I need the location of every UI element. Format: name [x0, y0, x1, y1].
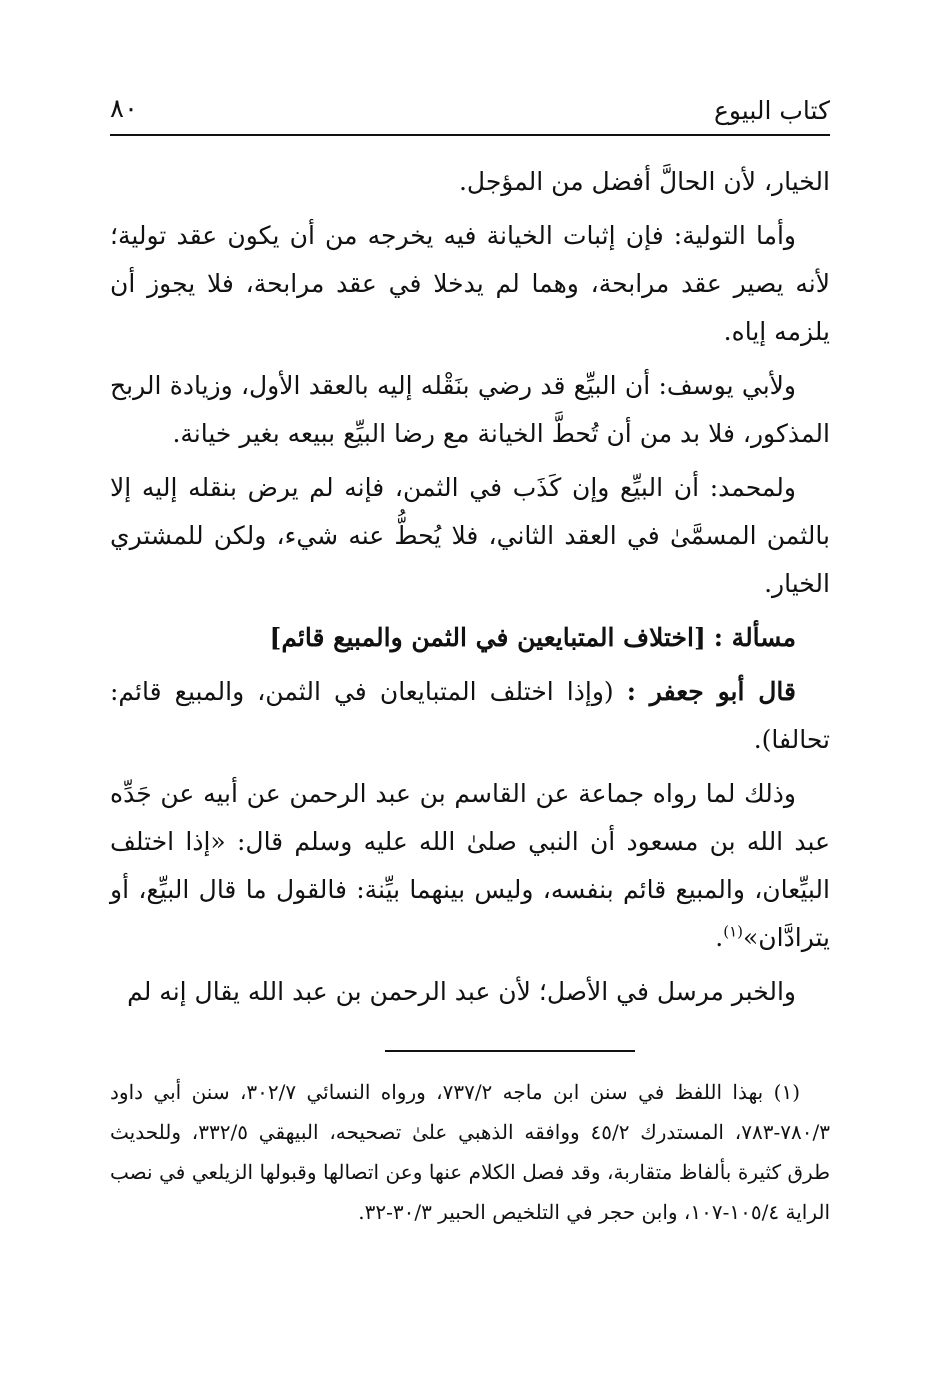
paragraph-4: ولمحمد: أن البيِّع وإن كَذَب في الثمن، فإنه لم يرض بنقله إليه إلا بالثمن المسمَّىٰ في العقد الثاني، فلا يُحطُّ عنه شيء، ولكن للمشتري الخيار.: [110, 473, 830, 598]
paragraph-3: ولأبي يوسف: أن البيِّع قد رضي بنَقْله إليه بالعقد الأول، وزيادة الربح المذكور، فلا بد من أن تُحطَّ الخيانة مع رضا البيِّع ببيعه بغير خيانة.: [110, 371, 830, 448]
masala-heading: [110, 614, 830, 662]
paragraph-6: [110, 770, 830, 962]
paragraph-2: وأما التولية: فإن إثبات الخيانة فيه يخرجه من أن يكون عقد تولية؛ لأنه يصير عقد مرابحة، وهما لم يدخلا في عقد مرابحة، فلا يجوز أن يلزمه إياه.: [110, 221, 830, 346]
speaker-label: قال أبو جعفر :: [626, 677, 796, 706]
paragraph-6-end: .: [715, 923, 724, 952]
footnote-divider: [385, 1050, 635, 1052]
footnote-1: (١) بهذا اللفظ في سنن ابن ماجه ٧٣٧/٢، ورواه النسائي ٣٠٢/٧، سنن أبي داود ٧٨٠/٣-٧٨٣، المستدرك ٤٥/٢ ووافقه الذهبي علىٰ تصحيحه، البيهقي ٣٣٢/٥، وللحديث طرق كثيرة بألفاظ متقاربة، وقد فصل الكلام عنها وعن اتصالها وقبولها الزيلعي في نصب الراية ١٠٥/٤-١٠٧، وابن حجر في التلخيص الحبير ٣٠/٣-٣٢.: [110, 1080, 830, 1224]
paragraph-1: الخيار، لأن الحالَّ أفضل من المؤجل.: [458, 167, 830, 196]
main-text: [110, 158, 830, 1016]
masala-title: [اختلاف المتبايعين في الثمن والمبيع قائم]: [269, 623, 706, 652]
chapter-title: كتاب البيوع: [713, 96, 830, 125]
paragraph-5-text: (وإذا اختلف المتبايعان في الثمن، والمبيع قائم: تحالفا).: [110, 677, 830, 754]
book-page: [110, 90, 830, 1252]
running-header: [110, 90, 830, 136]
page-number: ٨٠: [110, 94, 138, 124]
footnote-reference: (١): [723, 922, 744, 941]
masala-label: مسألة :: [713, 623, 796, 652]
paragraph-5: [110, 668, 830, 764]
paragraph-6-text: وذلك لما رواه جماعة عن القاسم بن عبد الرحمن عن أبيه عن جَدِّه عبد الله بن مسعود أن النبي صلىٰ الله عليه وسلم قال: «إذا اختلف البيِّعان، والمبيع قائم بنفسه، وليس بينهما بيِّنة: فالقول ما قال البيِّع، أو يترادَّان»: [110, 779, 830, 952]
paragraph-7: والخبر مرسل في الأصل؛ لأن عبد الرحمن بن عبد الله يقال إنه لم: [127, 977, 796, 1006]
